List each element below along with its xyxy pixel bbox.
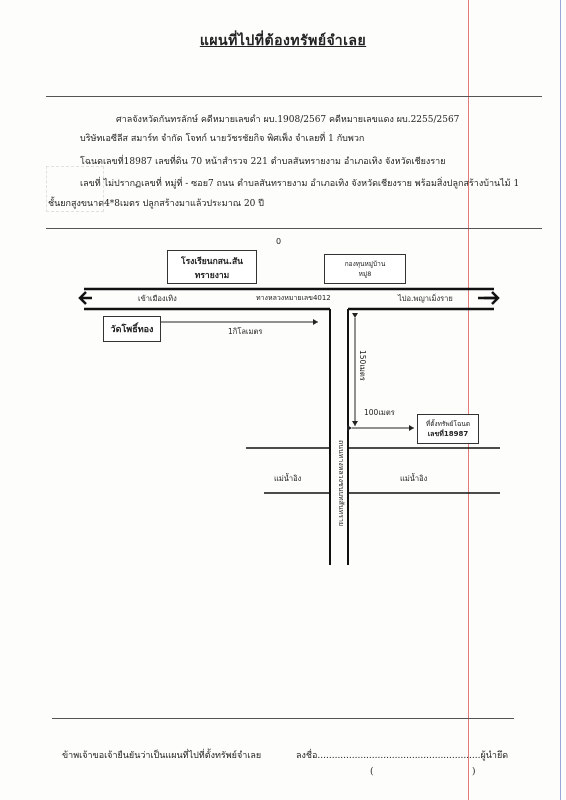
temple-box bbox=[103, 316, 161, 342]
north-mark: 0 bbox=[276, 237, 282, 246]
parties: บริษัทเอซีลีส สมาร์ท จำกัด โจทก์ นายวัชรชัยกิจ พิศเพ็ง จำเลยที่ 1 กับพวก bbox=[80, 134, 365, 144]
temple-label: วัดโพธิ์ทอง bbox=[110, 325, 154, 335]
paren-close: ) bbox=[472, 767, 476, 777]
fund-label-1: กองทุนหมู่บ้าน bbox=[344, 260, 386, 268]
certify-text: ข้าพเจ้าขอเจ้ายืนยันว่าเป็นแผนที่ไปที่ตั้งทรัพย์จำเลย bbox=[62, 751, 262, 761]
footer-rule bbox=[52, 718, 514, 719]
village-road-label: ถนนทางหลวงชนบทสันทราย bbox=[337, 440, 345, 527]
school-box bbox=[167, 250, 257, 284]
paren-open: ( bbox=[370, 767, 374, 777]
property-box bbox=[417, 414, 479, 444]
arrow-west bbox=[80, 292, 92, 304]
dist-100m-label: 100เมตร bbox=[364, 408, 395, 417]
deed-info: โฉนดเลขที่18987 เลขที่ดิน 70 หน้าสำรวจ 221 ตำบลสันทรายงาม อำเภอเทิง จังหวัดเชียงราย bbox=[80, 157, 446, 167]
dist-150m-label: 150เมตร bbox=[358, 350, 367, 381]
case-numbers: ศาลจังหวัดกันทรลักษ์ คดีหมายเลขดำ ผบ.1908/2567 คดีหมายเลขแดง ผบ.2255/2567 bbox=[116, 115, 460, 125]
property-label-2: เลขที่18987 bbox=[427, 430, 469, 438]
building-info: ชั้นยกสูงขนาด4*8เมตร ปลูกสร้างมาแล้วประมาณ 20 ปี bbox=[48, 199, 264, 209]
property-label-1: ที่ตั้งทรัพย์โฉนด bbox=[425, 420, 471, 428]
address-info: เลขที่ ไม่ปรากฏเลขที่ หมู่ที่ - ซอย7 ถนน ตำบลสันทรายงาม อำเภอเทิง จังหวัดเชียงราย พร้อมสิ่งปลูกสร้างบ้านไม้ 1 bbox=[80, 179, 520, 189]
school-label-1: โรงเรียนกสน.สัน bbox=[181, 257, 243, 267]
signature-line: ลงชื่อ.........................................................ผู้นำยึด bbox=[296, 751, 509, 761]
village-fund-box bbox=[324, 254, 406, 284]
school-label-2: ทรายงาม bbox=[194, 271, 230, 281]
river-left-label: แม่น้ำอิง bbox=[274, 474, 302, 483]
page-title: แผนที่ไปที่ต้องทรัพย์จำเลย bbox=[199, 33, 367, 49]
to-city-label: เข้าเมืองเทิง bbox=[138, 294, 177, 303]
river-right-label: แม่น้ำอิง bbox=[400, 474, 428, 483]
to-phaya-label: ไปอ.พญาเม็งราย bbox=[398, 294, 453, 303]
dist-1km-label: 1กิโลเมตร bbox=[228, 327, 263, 336]
highway-label: ทางหลวงหมายเลข4012 bbox=[256, 294, 331, 302]
fund-label-2: หมู่8 bbox=[358, 270, 372, 278]
